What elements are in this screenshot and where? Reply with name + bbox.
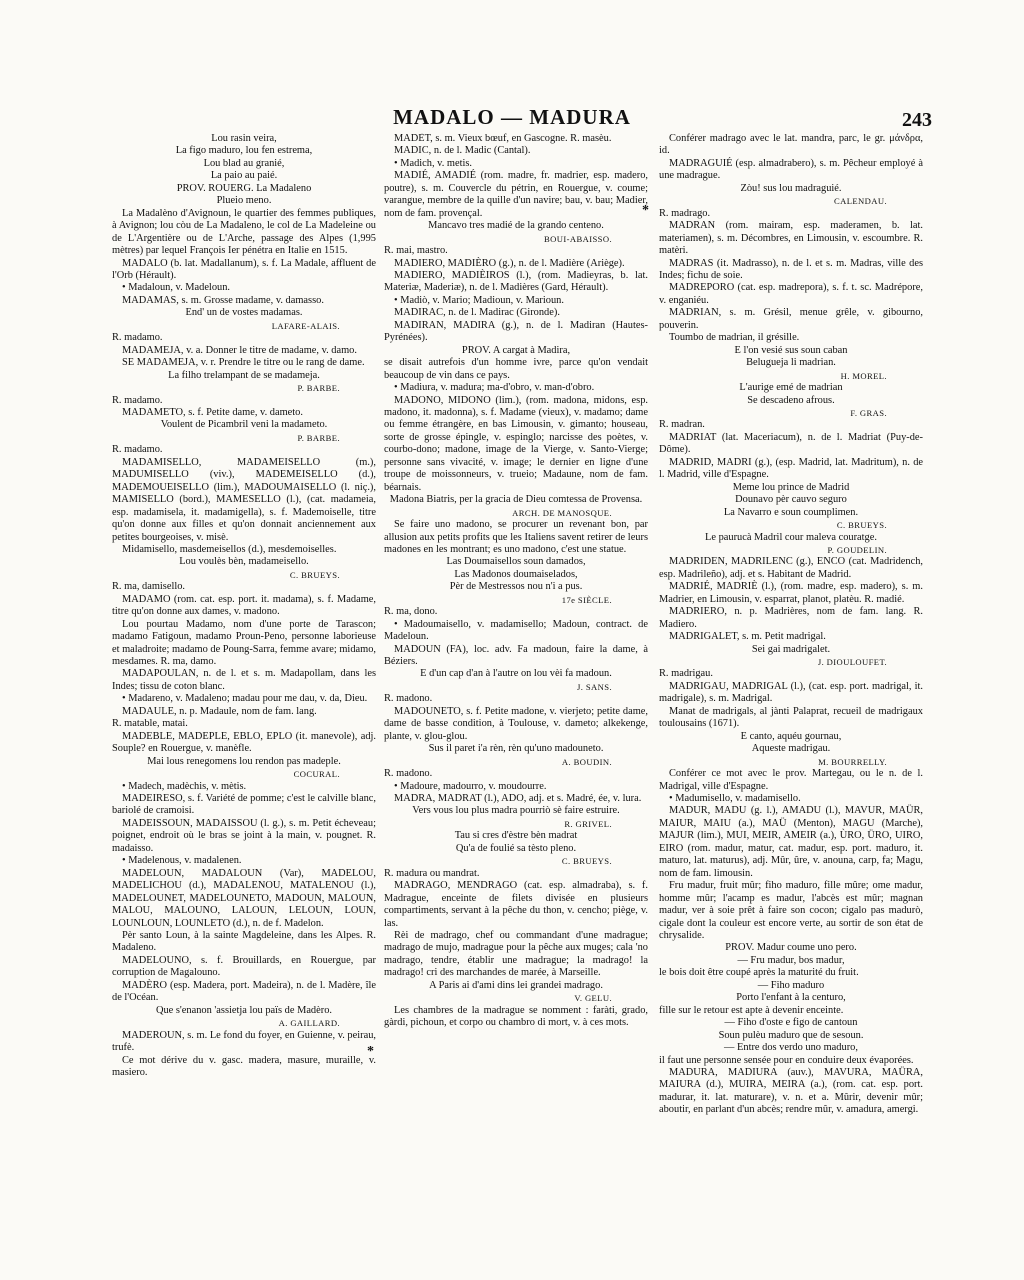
dictionary-entry: Les chambres de la madrague se nomment : faràti, grado, gàrdi, pichoun, et corpo ou chambro di mort, v. à ces mots. — [384, 1004, 648, 1029]
dictionary-entry: MADIÉ, AMADIÉ (rom. madre, fr. madrier, esp. madero, poutre), s. m. Couvercle du pétrin, en Rouergue, v. coume; varangue, membre de la quille d'un navire; bau, v. bau; Madier, nom de fam. provençal. — [384, 170, 648, 219]
citation-author: P. BARBE. — [297, 383, 340, 394]
running-head-title: MADALO — MADURA — [393, 105, 631, 129]
dictionary-entry: Pèr santo Loun, à la sainte Magdeleine, dans les Alpes. R. Madaleno. — [112, 930, 376, 954]
quotation-line: Que s'enanon 'assietja lou païs de Madèro. — [155, 1004, 332, 1016]
quotation-line: Lou blad au granié, — [203, 157, 285, 169]
quotation-line: — Fru madur, bos madur, — [737, 954, 845, 966]
dictionary-entry: • Madelenous, v. madalenen. — [122, 855, 242, 867]
citation-author: J. SANS. — [577, 681, 612, 692]
quotation-line: Soun pulèu maduro que de sesoun. — [718, 1029, 864, 1041]
dictionary-entry: MADUR, MADU (g. l.), AMADU (l.), MAVUR, MAÜR, MAIUR, MAIU (a.), MAÜ (Menton), MAGU (Marche), MAJUR (lim.), MUI, MEIR, AMEIR (a.), ÙRO, ÜRO, UIRO, EIRO (rom. madur, matur, cat. madur, esp. port. maduro, it. maturo, lat. maturus), adj. Mûr, ûre, v. anouna, carp, fa; Magu, nom de fam. limousin. — [659, 805, 923, 879]
quotation-line: Meme lou prince de Madrid — [732, 481, 850, 493]
dictionary-entry: MADEIRESO, s. f. Variété de pomme; c'est le calville blanc, bariolé de cramoisi. — [112, 793, 376, 817]
dictionary-entry: MADRIAN, s. m. Grésil, menue grêle, v. gibourno, pouverin. — [659, 307, 923, 331]
quotation-line: Lou voulès bèn, madameisello. — [179, 556, 309, 568]
quotation-line: — Fiho maduro — [757, 979, 825, 991]
quotation-line: La Navarro e soun coumplimen. — [723, 506, 859, 518]
quotation-line: Zòu! sus lou madraguié. — [740, 182, 842, 194]
dictionary-entry: MADAMETO, s. f. Petite dame, v. dameto. — [122, 406, 303, 418]
dictionary-entry: La Madalèno d'Avignoun, le quartier des femmes publiques, à Avignon; lou còu de La Madaleno, le col de La Madeleine ou de L'Argentière ou de L'Arche, passage des Alpes (1,995 mètres) par lequel François Ier pénétra en Italie en 1515. — [112, 207, 376, 257]
dictionary-entry: MADRID, MADRI (g.), (esp. Madrid, lat. Madritum), n. de l. Madrid, ville d'Espagne. — [659, 456, 923, 481]
dictionary-entry: R. madrago. — [659, 207, 711, 219]
quotation-line: Qu'a de foulié sa tèsto pleno. — [455, 842, 577, 854]
dictionary-entry: Manat de madrigals, al jànti Palaprat, recueil de madrigaux toulousains (1671). — [659, 705, 923, 730]
dictionary-entry: Midamisello, masdemeisellos (d.), mesdemoiselles. — [122, 543, 337, 555]
dictionary-entry: fille sur le retour est apte à devenir enceinte. — [659, 1004, 844, 1016]
quotation-line: Mai lous renegomens lou rendon pas madeple. — [147, 755, 341, 767]
citation-author: F. GRAS. — [850, 407, 887, 418]
quotation-line: PROV. Madur coume uno pero. — [725, 942, 857, 954]
quotation-line: Se descadeno afrous. — [747, 394, 835, 406]
citation-author: P. GOUDELIN. — [827, 544, 887, 555]
dictionary-entry: • Madaloun, v. Madeloun. — [122, 282, 231, 294]
citation-author: COCURAL. — [293, 769, 340, 780]
dictionary-entry: • Madiura, v. madura; ma-d'obro, v. man-d'obro. — [394, 382, 595, 394]
dictionary-entry: R. madono. — [384, 768, 433, 780]
dictionary-entry: MADAULE, n. p. Madaule, nom de fam. lang. — [122, 705, 317, 717]
quotation-line: L'aurige emé de madrian — [739, 382, 843, 394]
quotation-line: A Paris ai d'ami dins lei grandei madrago. — [429, 979, 603, 991]
quotation-line: Belugueja li madrian. — [746, 357, 836, 369]
dictionary-entry: MADIERO, MADIÈIROS (l.), (rom. Madieyras, b. lat. Materiæ, Maderiæ), n. de l. Madières (Gard, Hérault). — [384, 269, 648, 294]
dictionary-entry: Rèi de madrago, chef ou commandant d'une madrague; madrago de mujo, madrague pour la pêche aux muges; cala 'no madrago, tendre, établir une madrague; la madrago! la madrago! cri des marchandes de marée, à Marseille. — [384, 930, 648, 979]
quotation-line: Le paurucà Madril cour maleva couratge. — [705, 531, 877, 543]
dictionary-entry: MADIERO, MADIÈRO (g.), n. de l. Madière (Ariège). — [394, 257, 625, 269]
dictionary-entry: R. madrigau. — [659, 668, 713, 680]
dictionary-entry: MADELOUNO, s. f. Brouillards, en Rouergue, par corruption de Magalouno. — [112, 954, 376, 979]
citation-author: P. BARBE. — [297, 432, 340, 443]
citation-author: A. BOUDIN. — [561, 756, 612, 767]
dictionary-entry: MADRIERO, n. p. Madrières, nom de fam. lang. R. Madiero. — [659, 606, 923, 630]
citation-author: 17e SIÈCLE. — [561, 594, 612, 605]
citation-author: J. DIOULOUFET. — [817, 657, 887, 668]
dictionary-entry: MADRIDEN, MADRILENC (g.), ENCO (cat. Madridench, esp. Madrileño), adj. et s. Habitant de Madrid. — [659, 556, 923, 580]
dictionary-entry: SE MADAMEJA, v. r. Prendre le titre ou le rang de dame. — [122, 357, 365, 369]
dictionary-entry: • Madoure, madourro, v. moudourre. — [394, 780, 547, 792]
dictionary-entry: MADRAGO, MENDRAGO (cat. esp. almadraba), s. f. Madrague, enceinte de filets divisée en plusieurs compartiments, servant à la pêche du thon, v. cencho; piège, v. las. — [384, 880, 648, 929]
dictionary-entry: MADEBLE, MADEPLE, EBLO, EPLO (it. manevole), adj. Souple? en Rouergue, v. manèfle. — [112, 730, 376, 755]
quotation-line: E d'un cap d'an à l'autre on lou vèi fa madoun. — [420, 668, 612, 680]
dictionary-entry: R. matable, matai. — [112, 718, 188, 730]
dictionary-entry: R. madono. — [384, 693, 433, 705]
quotation-line: Dounavo pèr cauvo seguro — [735, 494, 847, 506]
dictionary-entry: R. madamo. — [112, 394, 163, 406]
margin-asterisk: * — [367, 1044, 374, 1059]
quotation-line: E l'on vesié sus soun caban — [734, 344, 848, 356]
dictionary-entry: MADAPOULAN, n. de l. et s. m. Madapollam, dans les Indes; tissu de coton blanc. — [112, 668, 376, 692]
citation-author: M. BOURRELLY. — [818, 756, 887, 767]
citation-author: C. BRUEYS. — [289, 569, 340, 580]
dictionary-entry: • Madech, madèchis, v. mètis. — [122, 780, 247, 792]
dictionary-entry: se disait autrefois d'un homme ivre, parce qu'on vendait beaucoup de vin dans ce pays. — [384, 357, 648, 381]
dictionary-entry: R. ma, dono. — [384, 606, 438, 618]
dictionary-entry: MADRA, MADRAT (l.), ADO, adj. et s. Madré, ée, v. lura. — [394, 793, 642, 805]
citation-author: ARCH. DE MANOSQUE. — [512, 507, 612, 518]
quotation-line: Tau si cres d'èstre bèn madrat — [454, 830, 578, 842]
column-left — [112, 133, 376, 1223]
dictionary-entry: Fru madur, fruit mûr; fiho maduro, fille mûre; ome madur, homme mûr; l'acamp es madur, l'abcès est mûr; magnan madur, ver à soie prêt à faire son cocon; cigalo pas madurò, cigale dont la couleur est encore verte, au sortir de son état de chrysalide. — [659, 880, 923, 941]
dictionary-entry: MADOUNETO, s. f. Petite madone, v. vierjeto; petite dame, dame de basse condition, à Toulouse, v. dameto; alkekenge, plante, v. glou-glou. — [384, 705, 648, 742]
dictionary-entry: MADRAGUIÉ (esp. almadrabero), s. m. Pêcheur employé à une madrague. — [659, 157, 923, 182]
dictionary-entry: MADRIGAU, MADRIGAL (l.), (cat. esp. port. madrigal, it. madrigale), s. m. Madrigal. — [659, 680, 923, 705]
dictionary-entry: • Madumisello, v. madamisello. — [669, 793, 801, 805]
dictionary-entry: • Madoumaisello, v. madamisello; Madoun, contract. de Madeloun. — [384, 618, 648, 643]
dictionary-entry: MADIRAC, n. de l. Madirac (Gironde). — [394, 307, 560, 319]
quotation-line: — Entre dos verdo uno maduro, — [724, 1042, 858, 1054]
dictionary-entry: MADOUN (FA), loc. adv. Fa madoun, faire la dame, à Béziers. — [384, 643, 648, 668]
citation-author: BOUI-ABAISSO. — [544, 233, 612, 244]
citation-author: A. GAILLARD. — [278, 1018, 340, 1029]
dictionary-entry: R. ma, damisello. — [112, 581, 186, 593]
quotation-line: End' un de vostes madamas. — [185, 307, 303, 319]
dictionary-entry: MADALO (b. lat. Madallanum), s. f. La Madale, affluent de l'Orb (Hérault). — [112, 257, 376, 281]
citation-author: C. BRUEYS. — [836, 520, 887, 531]
citation-author: H. MOREL. — [840, 370, 887, 381]
dictionary-entry: MADAMISELLO, MADAMEISELLO (m.), MADUMISELLO (viv.), MADEMEISELLO (d.), MADEMOUEISELLO (lim.), MADOUMAISELLO (l. niç.), MAMISELLO (bord.), MAMESELLO (l.), (cat. madameia, esp. madamisela, it. madamigella), s. f. Mademoiselle, titre qu'on donne aux filles et qu'on donnait anciennement aux petites bourgeoises, v. misè. — [112, 456, 376, 543]
citation-author: CALENDAU. — [833, 196, 887, 207]
dictionary-entry: MADÈRO (esp. Madera, port. Madeira), n. de l. Madère, île de l'Océan. — [112, 979, 376, 1004]
dictionary-entry: Conférer madrago avec le lat. mandra, parc, le gr. μάνδρα, id. — [659, 133, 923, 157]
dictionary-entry: MADREPORO (cat. esp. madrepora), s. f. t. sc. Madrépore, v. enganiéu. — [659, 282, 923, 306]
dictionary-entry: le bois doit être coupé après la maturité du fruit. — [659, 967, 859, 979]
dictionary-entry: MADRIÉ, MADRIÈ (l.), (rom. madre, esp. madero), s. m. Madrier, en Limousin, v. esparrat, planot, platèu. R. madié. — [659, 581, 923, 605]
quotation-line: Pèr de Mestressos nou n'i a pus. — [449, 581, 583, 593]
citation-author: R. GRIVEL. — [564, 818, 612, 829]
dictionary-entry: R. mai, mastro. — [384, 245, 448, 257]
quotation-line: E canto, aquéu gournau, — [740, 730, 842, 742]
dictionary-entry: MADÈT, s. m. Vieux bœuf, en Gascogne. R. masèu. — [394, 133, 612, 144]
quotation-line: Las Madonos doumaiselados, — [454, 568, 578, 580]
dictionary-entry: MADONO, MIDONO (lim.), (rom. madona, midons, esp. madono, it. madonna), s. f. Madame (vieux), v. madamo; dame ou femme étrangère, en bas Limousin, v. gimanto; houseau, sorte de grosse épingle, v. espinglo; narcisse des poètes, v. courbo-dono; madone, image de la Vierge, v. Santo-Vierge; personne sans vivacité, v. image; le dernier en ligne d'une troupe de moissonneurs, v. trueio; Madaune, nom de fam. béarnais. — [384, 394, 648, 493]
dictionary-entry: MADEROUN, s. m. Le fond du foyer, en Guienne, v. peirau, trufè. — [112, 1029, 376, 1054]
quotation-line: Las Doumaisellos soun damados, — [446, 556, 586, 568]
margin-asterisk: * — [642, 203, 649, 218]
dictionary-entry: MADRAN (rom. mairam, esp. maderamen, b. lat. materiamen), s. m. Décombres, en Limousin, v. escoumbre. R. matèri. — [659, 220, 923, 257]
dictionary-entry: • Madich, v. metis. — [394, 157, 472, 169]
dictionary-entry: Se faire uno madono, se procurer un revenant bon, par allusion aux petits profits que les Italiens savent retirer de leurs madones en les montrant; es uno madono, c'est une statue. — [384, 519, 648, 555]
dictionary-entry: MADIRAN, MADIRA (g.), n. de l. Madiran (Hautes-Pyrénées). — [384, 319, 648, 344]
citation-author: C. BRUEYS. — [561, 856, 612, 867]
quotation-line: Vers vous lou plus madra pourriò sè faire estruire. — [412, 805, 620, 817]
dictionary-entry: • Madareno, v. Madaleno; madau pour me dau, v. da, Dieu. — [122, 693, 368, 705]
quotation-line: La filho trelampant de se madameja. — [168, 369, 320, 381]
dictionary-entry: MADIC, n. de l. Madic (Cantal). — [394, 145, 531, 157]
dictionary-entry: • Madiò, v. Mario; Madioun, v. Marioun. — [394, 294, 564, 306]
dictionary-entry: R. madran. — [659, 419, 705, 431]
quotation-line: — Fiho d'oste e figo de cantoun — [724, 1017, 858, 1029]
dictionary-entry: MADURA, MADIURA (auv.), MAVURA, MAÜRA, MAIURA (d.), MUIRA, MEIRA (a.), (rom. cat. esp. port. madurar, it. lat. maturare), v. n. et a. Mûrir, devenir mûr; aboutir, en parlant d'un abcès; rendre mûr, v. amadura, amergi. — [659, 1066, 923, 1116]
quotation-line: Lou rasin veira, — [211, 133, 277, 144]
quotation-line: Plueio meno. — [216, 195, 272, 207]
dictionary-entry: MADELOUN, MADALOUN (Var), MADELOU, MADELICHOU (d.), MADALENOU, MATALENOU (l.), MADELOUNET, MADELOUNETO, MADOUN, MALOUN, MALOU, MALOUNO, LALOUN, LELOUN, LOUN, LOUNLOUN, LOUNLETO (d.), n. de f. Madelon. — [112, 867, 376, 929]
quotation-line: Mancavo tres madié de la grando centeno. — [428, 220, 604, 232]
dictionary-entry: Conférer ce mot avec le prov. Martegau, ou le n. de l. Madrigal, ville d'Espagne. — [659, 768, 923, 792]
dictionary-entry: MADAMEJA, v. a. Donner le titre de madame, v. damo. — [122, 344, 357, 356]
column-right — [659, 133, 923, 1223]
dictionary-entry: R. madura ou mandrat. — [384, 867, 480, 879]
quotation-line: PROV. A cargat à Madira, — [461, 344, 571, 356]
dictionary-entry: R. madamo. — [112, 444, 163, 456]
page-number: 243 — [902, 109, 932, 131]
quotation-line: Aqueste madrigau. — [751, 743, 831, 755]
quotation-line: Porto l'enfant à la centuro, — [736, 992, 846, 1004]
dictionary-entry: R. madamo. — [112, 332, 163, 344]
dictionary-entry: MADRIAT (lat. Maceriacum), n. de l. Madriat (Puy-de-Dôme). — [659, 431, 923, 456]
quotation-line: La figo maduro, lou fen estrema, — [175, 145, 313, 157]
quotation-line: Sus il paret i'a rèn, rèn qu'uno madouneto. — [428, 743, 604, 755]
citation-author: V. GELU. — [574, 993, 612, 1004]
dictionary-entry: MADRIGALET, s. m. Petit madrigal. — [669, 631, 826, 643]
dictionary-entry: MADAMAS, s. m. Grosse madame, v. damasso. — [122, 294, 324, 306]
column-middle — [384, 133, 648, 1223]
quotation-line: La paio au paié. — [210, 170, 278, 182]
quotation-line: Sei gai madrigalet. — [751, 643, 831, 655]
quotation-line: PROV. ROUERG. La Madaleno — [176, 182, 312, 194]
dictionary-entry: MADRAS (it. Madrasso), n. de l. et s. m. Madras, ville des Indes; fichu de soie. — [659, 257, 923, 281]
dictionary-entry: MADEISSOUN, MADAISSOU (l. g.), s. m. Petit écheveau; poignet, endroit où le bras se joint à la main, v. pougnet. R. madaisso. — [112, 817, 376, 854]
dictionary-entry: Lou pourtau Madamo, nom d'une porte de Tarascon; madamo Fatigoun, madamo Proun-Peno, personne laborieuse et maladroite; madamo de Poung-Sarra, femme avare; midamo, mesdames. R. ma, damo. — [112, 618, 376, 668]
dictionary-entry: Toumbo de madrian, il grésille. — [669, 332, 800, 344]
dictionary-entry: il faut une personne sensée pour en conduire deux évaporées. — [659, 1054, 914, 1066]
quotation-line: Madona Biatris, per la gracia de Dieu comtessa de Provensa. — [389, 494, 643, 506]
quotation-line: Voulent de Picambril veni la madameto. — [160, 419, 328, 431]
citation-author: LAFARE-ALAIS. — [271, 320, 340, 331]
dictionary-entry: Ce mot dérive du v. gasc. madera, masure, muraille, v. masiero. — [112, 1054, 376, 1078]
dictionary-entry: MADAMO (rom. cat. esp. port. it. madama), s. f. Madame, titre qu'on donne aux dames, v. madono. — [112, 593, 376, 618]
